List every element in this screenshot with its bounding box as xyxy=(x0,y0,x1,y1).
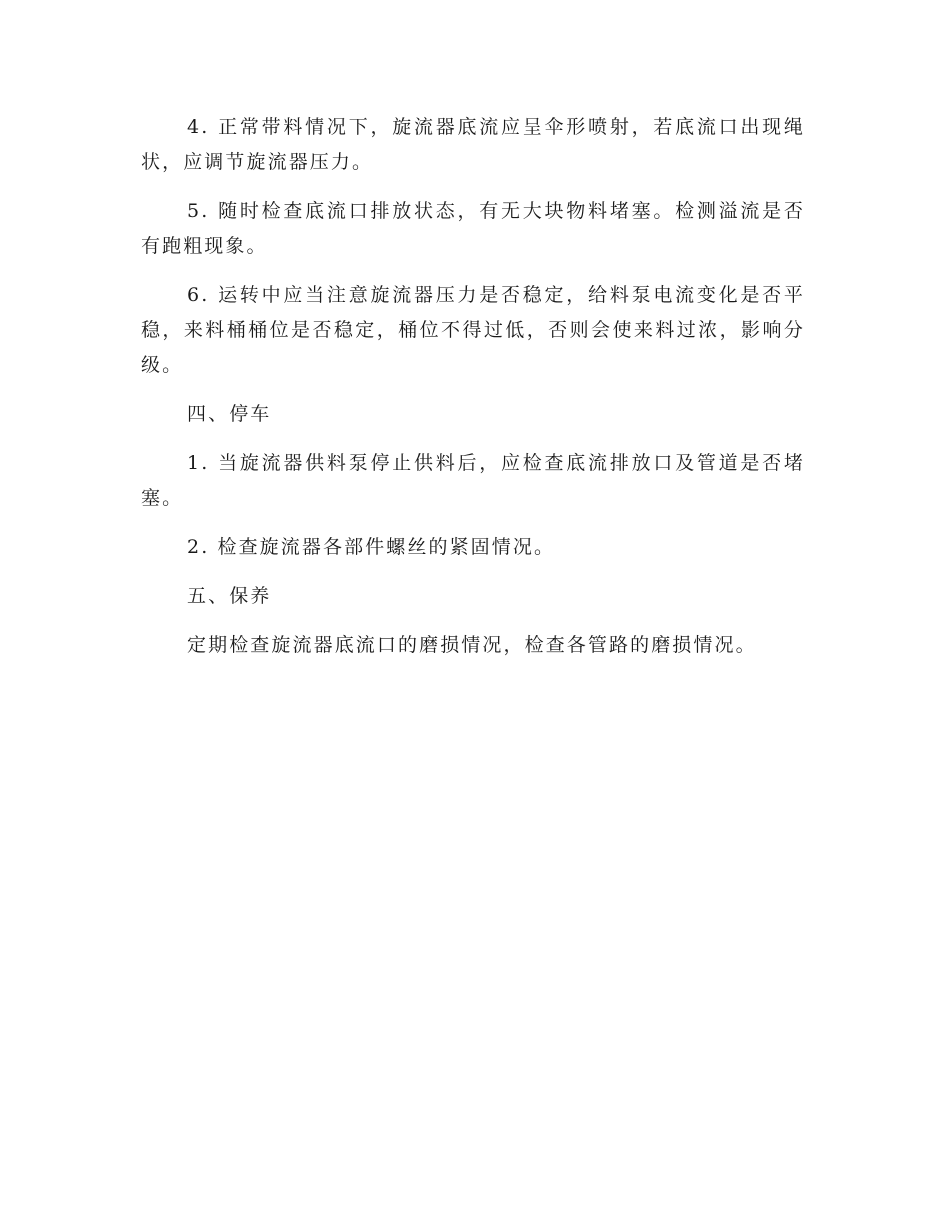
stop-item-2: 2. 检查旋流器各部件螺丝的紧固情况。 xyxy=(187,536,556,558)
section-heading-stop: 四、停车 xyxy=(187,403,272,425)
paragraph-item-5: 5. 随时检查底流口排放状态，有无大块物料堵塞。检测溢流是否有跑粗现象。 xyxy=(141,200,805,257)
document-page xyxy=(141,110,805,677)
paragraph-item-4: 4. 正常带料情况下，旋流器底流应呈伞形喷射，若底流口出现绳状，应调节旋流器压力。 xyxy=(141,116,805,173)
maintenance-text: 定期检查旋流器底流口的磨损情况，检查各管路的磨损情况。 xyxy=(187,634,757,656)
section-heading-maintenance: 五、保养 xyxy=(187,585,272,607)
stop-item-1: 1. 当旋流器供料泵停止供料后，应检查底流排放口及管道是否堵塞。 xyxy=(141,452,805,509)
paragraph-item-6: 6. 运转中应当注意旋流器压力是否稳定，给料泵电流变化是否平稳，来料桶桶位是否稳定，桶位不得过低，否则会使来料过浓，影响分级。 xyxy=(141,284,805,376)
